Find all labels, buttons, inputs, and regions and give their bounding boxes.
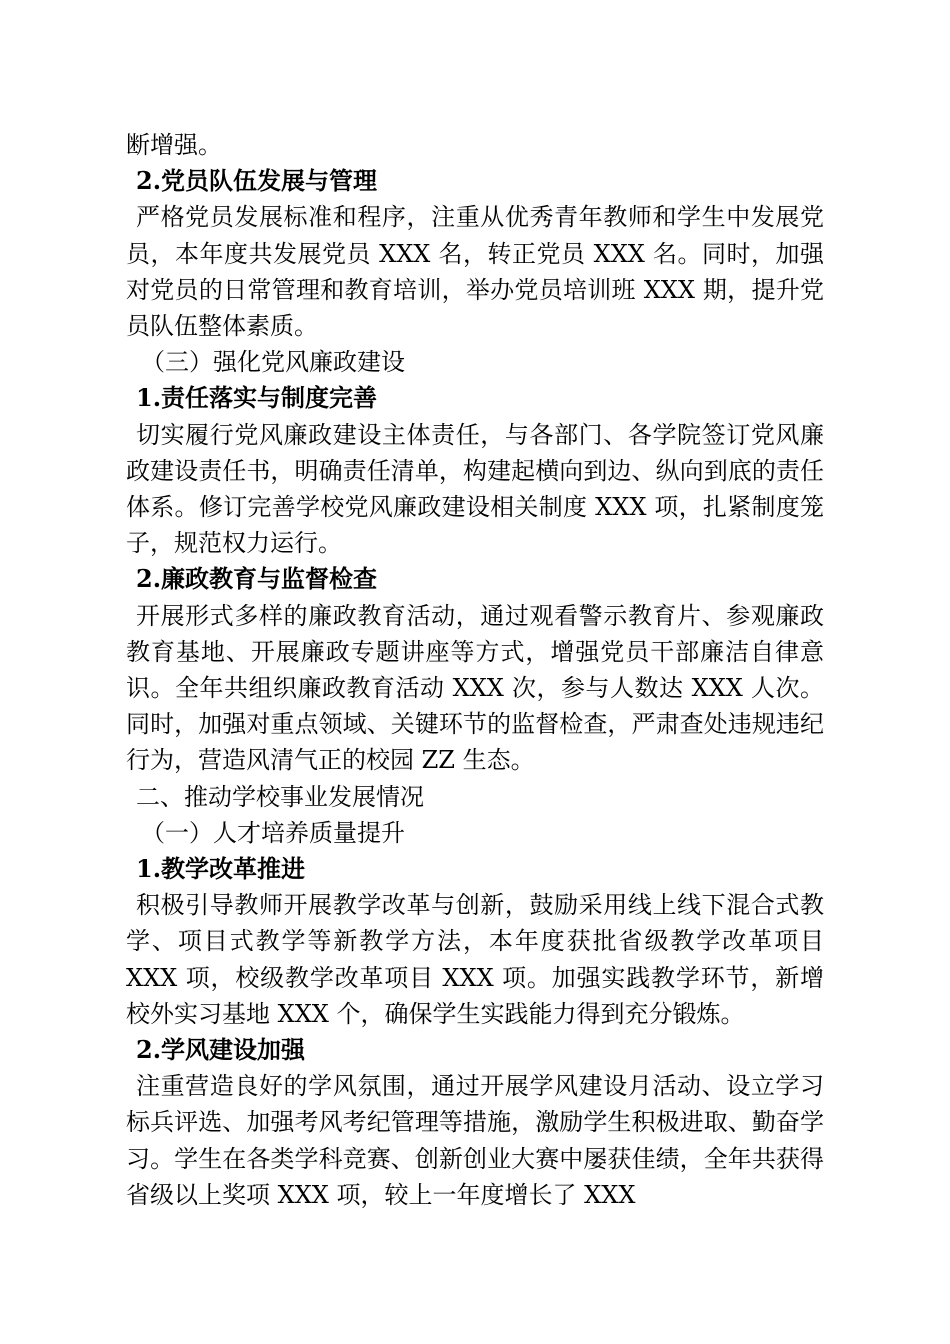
subheading-party-member-development: 2.党员队伍发展与管理 — [136, 166, 378, 196]
paragraph-teaching-reform: 积极引导教师开展教学改革与创新，鼓励采用线上线下混合式教学、项目式教学等新教学方法，本年度获批省级教学改革项目 XXX 项，校级教学改革项目 XXX 项。加强实践教学环节，新增校外实习基地 XXX 个，确保学生实践能力得到充分锻炼。 — [126, 891, 824, 1028]
paragraph-responsibility-system: 切实履行党风廉政建设主体责任，与各部门、各学院签订党风廉政建设责任书，明确责任清单，构建起横向到边、纵向到底的责任体系。修订完善学校党风廉政建设相关制度 XXX 项，扎紧制度笼子，规范权力运行。 — [126, 420, 824, 558]
subheading-teaching-reform: 1.教学改革推进 — [136, 854, 306, 884]
chapter-heading-school-development: 二、推动学校事业发展情况 — [136, 782, 424, 811]
subheading-responsibility-system: 1.责任落实与制度完善 — [136, 383, 378, 413]
subheading-study-style: 2.学风建设加强 — [136, 1035, 306, 1065]
paragraph-study-style: 注重营造良好的学风氛围，通过开展学风建设月活动、设立学习标兵评选、加强考风考纪管理等措施，激励学生积极进取、勤奋学习。学生在各类学科竞赛、创新创业大赛中屡获佳绩，全年共获得省级以上奖项 XXX 项，较上一年度增长了 XXX — [126, 1072, 824, 1209]
paragraph-party-member-development: 严格党员发展标准和程序，注重从优秀青年教师和学生中发展党员，本年度共发展党员 XXX 名，转正党员 XXX 名。同时，加强对党员的日常管理和教育培训，举办党员培训班 XXX 期，提升党员队伍整体素质。 — [126, 203, 824, 341]
subheading-integrity-education: 2.廉政教育与监督检查 — [136, 564, 378, 594]
document-body — [126, 127, 824, 1213]
section-heading-integrity-building: （三）强化党风廉政建设 — [141, 348, 405, 377]
paragraph-integrity-education: 开展形式多样的廉政教育活动，通过观看警示教育片、参观廉政教育基地、开展廉政专题讲座等方式，增强党员干部廉洁自律意识。全年共组织廉政教育活动 XXX 次，参与人数达 XXX 人次。同时，加强对重点领域、关键环节的监督检查，严肃查处违规违纪行为，营造风清气正的校园 ZZ 生态。 — [126, 601, 824, 775]
section-heading-talent-cultivation: （一）人才培养质量提升 — [141, 818, 405, 847]
paragraph-continuation: 断增强。 — [126, 131, 222, 159]
